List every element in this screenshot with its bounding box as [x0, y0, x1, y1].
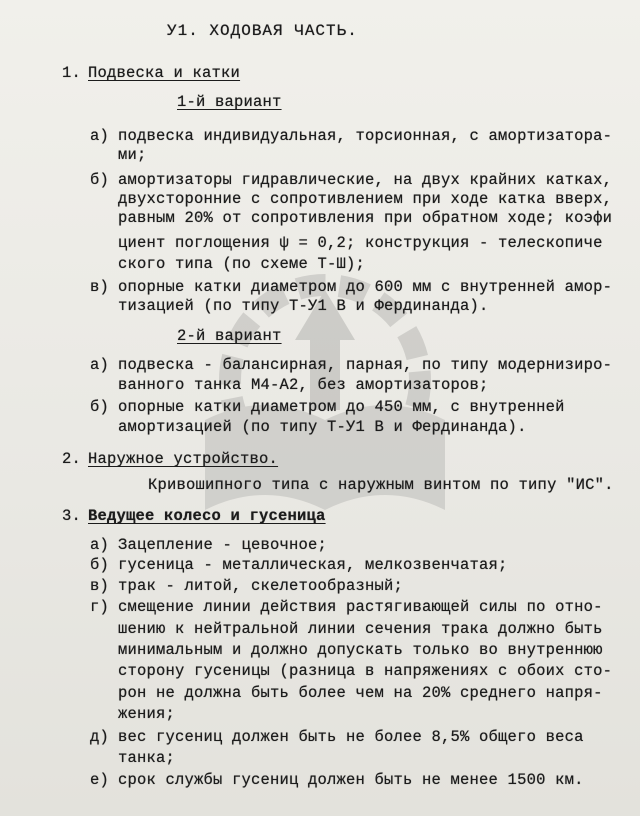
text-line: трак - литой, скелетообразный;	[118, 577, 404, 595]
section-1-heading: Подвеска и катки	[88, 64, 241, 82]
text-line: ского типа (по схеме Т-Ш);	[118, 255, 366, 273]
text-line: вес гусениц должен быть не более 8,5% общего веса	[118, 728, 584, 746]
text-line: сторону гусеницы (разница в напряжениях с обоих сто-	[118, 662, 613, 680]
section-3-heading: Ведущее колесо и гусеница	[88, 507, 326, 525]
text-line: танка;	[118, 749, 176, 767]
text-line: срок службы гусениц должен быть не менее 1500 км.	[118, 771, 584, 789]
variant-1-heading: 1-й вариант	[177, 93, 282, 111]
text-line: ми;	[118, 146, 147, 164]
chapter-title: У1. ХОДОВАЯ ЧАСТЬ.	[167, 22, 358, 40]
text-line: шению к нейтральной линии сечения трака должно быть	[118, 620, 603, 638]
section-2-heading: Наружное устройство.	[88, 450, 279, 468]
text-line: рон не должна быть более чем на 20% среднего напря-	[118, 684, 603, 702]
item-label: в)	[90, 577, 110, 595]
item-label: а)	[90, 356, 110, 374]
section-3-number: 3.	[62, 507, 82, 525]
section-2-number: 2.	[62, 450, 82, 468]
text-line: амортизацией (по типу Т-У1 В и Фердинанда).	[118, 418, 527, 436]
item-label: б)	[90, 171, 110, 189]
text-line: амортизаторы гидравлические, на двух крайних катках,	[118, 171, 613, 189]
item-label: г)	[90, 598, 110, 616]
item-label: а)	[90, 127, 110, 145]
text-line: тизацией (по типу Т-У1 В и Фердинанда).	[118, 297, 489, 315]
text-line: смещение линии действия растягивающей силы по отно-	[118, 598, 603, 616]
text-line: минимальным и должно допускать только во внутреннюю	[118, 641, 603, 659]
text-line: двухсторонние с сопротивлением при ходе катка вверх,	[118, 190, 613, 208]
text-line: Зацепление - цевочное;	[118, 536, 328, 554]
text-line: подвеска - балансирная, парная, по типу модернизиро-	[118, 356, 613, 374]
variant-2-heading: 2-й вариант	[177, 327, 282, 345]
item-label: б)	[90, 398, 110, 416]
item-label: б)	[90, 556, 110, 574]
text-line: гусеница - металлическая, мелкозвенчатая;	[118, 556, 508, 574]
text-line: равным 20% от сопротивления при обратном ходе; коэфи	[118, 209, 613, 227]
item-label: а)	[90, 536, 110, 554]
text-line: опорные катки диаметром до 450 мм, с внутренней	[118, 398, 565, 416]
item-label: е)	[90, 771, 110, 789]
text-line: ванного танка М4-А2, без амортизаторов;	[118, 376, 489, 394]
section-1-number: 1.	[62, 64, 82, 82]
text-line: опорные катки диаметром до 600 мм с внутренней амор-	[118, 278, 613, 296]
text-line: подвеска индивидуальная, торсионная, с амортизатора-	[118, 127, 613, 145]
item-label: д)	[90, 728, 110, 746]
text-line: Кривошипного типа с наружным винтом по типу "ИС".	[148, 476, 614, 494]
text-line: жения;	[118, 705, 176, 723]
item-label: в)	[90, 278, 110, 296]
text-line: циент поглощения ψ = 0,2; конструкция - телескопиче	[118, 234, 603, 252]
